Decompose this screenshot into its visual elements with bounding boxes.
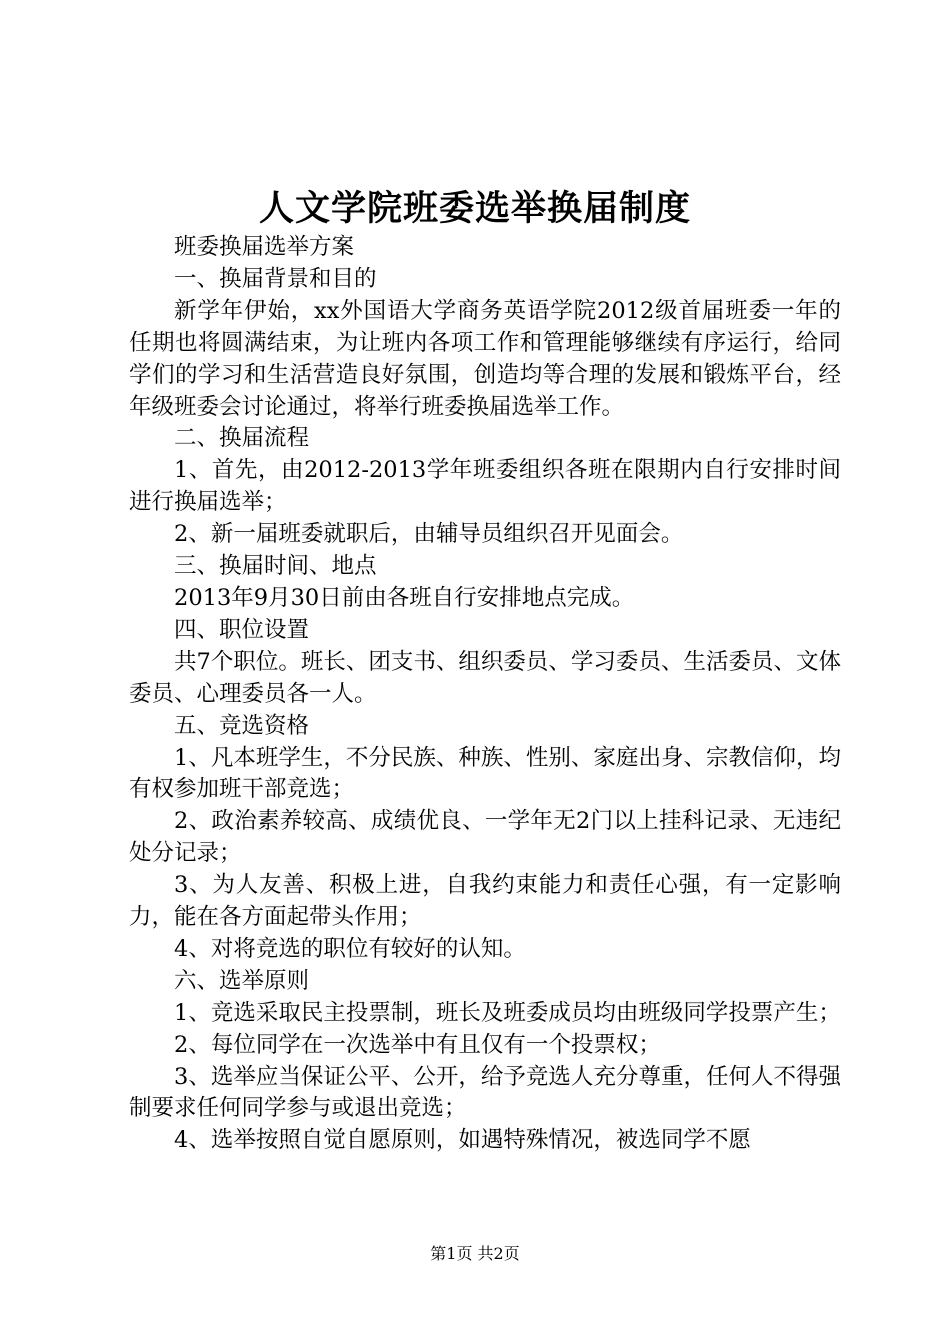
paragraph: 1、竞选采取民主投票制，班长及班委成员均由班级同学投票产生； (174, 999, 841, 1026)
section-heading: 二、换届流程 (174, 425, 310, 452)
section-heading: 一、换届背景和目的 (174, 265, 377, 292)
paragraph: 2、每位同学在一次选举中有且仅有一个投票权； (174, 1031, 661, 1058)
paragraph: 共7个职位。班长、团支书、组织委员、学习委员、生活委员、文体委员、心理委员各一人。 (129, 648, 841, 707)
paragraph: 班委换届选举方案 (174, 234, 355, 260)
page-footer: 第1页 共2页 (430, 1244, 520, 1263)
paragraph: 2、新一届班委就职后，由辅导员组织召开见面会。 (174, 521, 684, 548)
paragraph: 2、政治素养较高、成绩优良、一学年无2门以上挂科记录、无违纪处分记录； (129, 808, 841, 867)
paragraph: 4、对将竞选的职位有较好的认知。 (174, 935, 526, 962)
paragraph: 新学年伊始，xx外国语大学商务英语学院2012级首届班委一年的任期也将圆满结束，为让班内各项工作和管理能够继续有序运行，给同学们的学习和生活营造良好氛围，创造均等合理的发展和锻炼平台，经年级班委会讨论通过，将举行班委换届选举工作。 (129, 297, 841, 420)
section-heading: 四、职位设置 (174, 616, 310, 643)
paragraph: 2013年9月30日前由各班自行安排地点完成。 (174, 584, 635, 611)
section-heading: 六、选举原则 (174, 967, 310, 994)
section-heading: 三、换届时间、地点 (174, 553, 377, 580)
document-title: 人文学院班委选举换届制度 (258, 188, 691, 229)
paragraph: 3、选举应当保证公平、公开，给予竞选人充分尊重，任何人不得强制要求任何同学参与或退出竞选； (129, 1063, 841, 1122)
section-heading: 五、竞选资格 (174, 712, 310, 739)
paragraph: 1、凡本班学生，不分民族、种族、性别、家庭出身、宗教信仰，均有权参加班干部竞选； (129, 744, 841, 803)
paragraph: 3、为人友善、积极上进，自我约束能力和责任心强，有一定影响力，能在各方面起带头作用； (129, 872, 841, 931)
document-body (129, 232, 841, 1157)
paragraph: 1、首先，由2012-2013学年班委组织各班在限期内自行安排时间进行换届选举； (129, 457, 841, 516)
paragraph: 4、选举按照自觉自愿原则，如遇特殊情况，被选同学不愿 (174, 1127, 751, 1154)
